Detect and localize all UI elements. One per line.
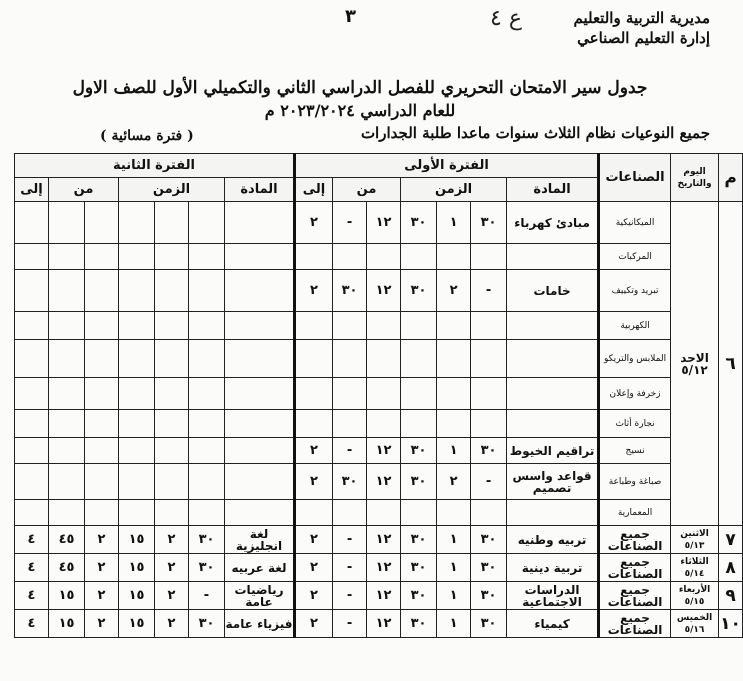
- first-period-cell-2: [401, 244, 437, 270]
- second-time-header: الزمن: [119, 178, 225, 202]
- second-period-empty-cell: [119, 500, 155, 526]
- first-from-header: من: [333, 178, 401, 202]
- row-num-cell: ٩: [719, 582, 743, 610]
- first-period-cell-0: -: [471, 270, 507, 312]
- second-period-empty-cell: [189, 500, 225, 526]
- first-period-cell-4: [333, 340, 367, 378]
- second-period-cell-4: ١٥: [49, 582, 85, 610]
- second-period-empty-cell: [49, 312, 85, 340]
- table-row: [15, 554, 743, 582]
- table-row: [15, 378, 743, 410]
- second-period-empty-cell: [85, 378, 119, 410]
- subject-cell: خامات: [507, 270, 599, 312]
- second-period-cell-2: ١٥: [119, 610, 155, 638]
- second-subject-cell: [225, 340, 295, 378]
- first-period-cell-0: ٣٠: [471, 526, 507, 554]
- second-period-cell-3: ٢: [85, 526, 119, 554]
- first-period-cell-5: ٢: [295, 610, 333, 638]
- second-period-empty-cell: [189, 410, 225, 438]
- first-period-cell-3: ١٢: [367, 202, 401, 244]
- first-period-cell-5: [295, 244, 333, 270]
- directorate-name: مديرية التربية والتعليم: [573, 9, 710, 27]
- first-period-cell-4: [333, 244, 367, 270]
- first-period-cell-0: -: [471, 464, 507, 500]
- first-period-cell-0: [471, 340, 507, 378]
- first-period-cell-2: ٣٠: [401, 526, 437, 554]
- subject-cell: [507, 244, 599, 270]
- second-period-cell-3: ٢: [85, 582, 119, 610]
- first-subject-cell: تربيه وطنيه: [507, 526, 599, 554]
- second-period-empty-cell: [155, 438, 189, 464]
- second-period-cell-4: ٤٥: [49, 554, 85, 582]
- second-period-empty-cell: [49, 464, 85, 500]
- first-period-cell-1: ٢: [437, 464, 471, 500]
- first-subject-header: المادة: [507, 178, 599, 202]
- second-period-empty-cell: [15, 464, 49, 500]
- second-subject-header: المادة: [225, 178, 295, 202]
- first-period-cell-5: ٢: [295, 582, 333, 610]
- second-period-cell-2: ١٥: [119, 582, 155, 610]
- title-line-1: جدول سير الامتحان التحريري للفصل الدراسي الثاني والتكميلي الأول للصف الاول: [72, 78, 648, 98]
- row-num-cell: ٧: [719, 526, 743, 554]
- first-period-cell-2: [401, 340, 437, 378]
- second-period-empty-cell: [189, 202, 225, 244]
- day-cell: الاحد ٥/١٢: [671, 202, 719, 526]
- first-period-cell-2: ٣٠: [401, 438, 437, 464]
- first-subject-cell: الدراسات الاجتماعية: [507, 582, 599, 610]
- second-period-empty-cell: [15, 410, 49, 438]
- industry-cell: الملابس والتريكو: [599, 340, 671, 378]
- first-period-cell-4: -: [333, 526, 367, 554]
- subject-cell: [507, 500, 599, 526]
- first-period-cell-0: [471, 244, 507, 270]
- second-period-empty-cell: [119, 244, 155, 270]
- industry-cell: صباغة وطباعة: [599, 464, 671, 500]
- first-period-cell-2: [401, 312, 437, 340]
- second-period-empty-cell: [85, 464, 119, 500]
- subject-cell: [507, 312, 599, 340]
- second-subject-cell: لغة عربيه: [225, 554, 295, 582]
- table-row: [15, 610, 743, 638]
- subject-cell: قواعد واسس تصميم: [507, 464, 599, 500]
- second-period-cell-5: ٤: [15, 526, 49, 554]
- first-period-cell-5: [295, 340, 333, 378]
- first-period-cell-3: ١٢: [367, 610, 401, 638]
- second-period-empty-cell: [119, 438, 155, 464]
- second-period-empty-cell: [155, 500, 189, 526]
- subject-cell: تراقيم الخيوط: [507, 438, 599, 464]
- first-period-cell-0: ٣٠: [471, 438, 507, 464]
- first-period-cell-4: [333, 378, 367, 410]
- second-period-empty-cell: [85, 244, 119, 270]
- second-period-empty-cell: [155, 244, 189, 270]
- title-line-2: للعام الدراسي ٢٠٢٣/٢٠٢٤ م: [264, 101, 456, 120]
- table-row: [15, 464, 743, 500]
- first-period-cell-1: [437, 500, 471, 526]
- second-period-empty-cell: [49, 410, 85, 438]
- second-period-cell-0: ٣٠: [189, 526, 225, 554]
- first-period-cell-5: [295, 500, 333, 526]
- first-period-cell-4: -: [333, 438, 367, 464]
- first-period-cell-1: [437, 312, 471, 340]
- table-row: [15, 582, 743, 610]
- subject-cell: مبادئ كهرباء: [507, 202, 599, 244]
- page-number: ٣: [345, 6, 356, 27]
- first-period-cell-0: [471, 410, 507, 438]
- second-period-empty-cell: [85, 270, 119, 312]
- first-period-cell-4: -: [333, 582, 367, 610]
- second-period-empty-cell: [49, 500, 85, 526]
- second-period-empty-cell: [15, 270, 49, 312]
- second-period-cell-2: ١٥: [119, 554, 155, 582]
- day-cell: الثلاثاء ٥/١٤: [671, 554, 719, 582]
- second-period-cell-0: ٣٠: [189, 610, 225, 638]
- first-period-cell-0: [471, 378, 507, 410]
- first-period-cell-0: ٣٠: [471, 582, 507, 610]
- table-row: [15, 244, 743, 270]
- first-period-cell-1: [437, 378, 471, 410]
- second-period-empty-cell: [189, 438, 225, 464]
- second-period-empty-cell: [85, 410, 119, 438]
- title-line-3: جميع النوعيات نظام الثلاث سنوات ماعدا طلبة الجدارات: [360, 124, 710, 142]
- first-period-cell-5: ٢: [295, 270, 333, 312]
- first-period-cell-3: ١٢: [367, 526, 401, 554]
- second-period-cell-4: ١٥: [49, 610, 85, 638]
- row-num-cell: ٦: [719, 202, 743, 526]
- second-subject-cell: لغة انجليزية: [225, 526, 295, 554]
- first-period-cell-1: ١: [437, 526, 471, 554]
- first-period-cell-2: ٣٠: [401, 270, 437, 312]
- first-period-cell-3: ١٢: [367, 464, 401, 500]
- col-industries-header: الصناعات: [599, 154, 671, 202]
- table-row: [15, 202, 743, 244]
- second-period-empty-cell: [49, 340, 85, 378]
- day-cell: الأربعاء ٥/١٥: [671, 582, 719, 610]
- second-subject-cell: [225, 464, 295, 500]
- industry-cell: نسيج: [599, 438, 671, 464]
- col-num-header: م: [719, 154, 743, 202]
- second-period-cell-0: ٣٠: [189, 554, 225, 582]
- second-period-cell-5: ٤: [15, 610, 49, 638]
- second-period-empty-cell: [119, 410, 155, 438]
- industry-cell: زخرفة وإعلان: [599, 378, 671, 410]
- table-row: [15, 526, 743, 554]
- first-period-cell-3: [367, 378, 401, 410]
- table-row: [15, 340, 743, 378]
- second-period-empty-cell: [15, 438, 49, 464]
- second-period-empty-cell: [49, 202, 85, 244]
- second-period-empty-cell: [49, 270, 85, 312]
- second-period-cell-1: ٢: [155, 582, 189, 610]
- col-day-header: اليوم والتاريخ: [671, 154, 719, 202]
- second-subject-cell: رياضيات عامة: [225, 582, 295, 610]
- second-period-empty-cell: [189, 378, 225, 410]
- day-cell: الاثنين ٥/١٣: [671, 526, 719, 554]
- second-subject-cell: [225, 312, 295, 340]
- second-period-cell-3: ٢: [85, 554, 119, 582]
- industry-cell: جميع الصناعات: [599, 554, 671, 582]
- table-row: [15, 438, 743, 464]
- second-period-empty-cell: [119, 340, 155, 378]
- first-period-cell-1: ١: [437, 438, 471, 464]
- first-period-cell-3: [367, 410, 401, 438]
- first-period-cell-3: [367, 500, 401, 526]
- first-period-cell-1: ١: [437, 582, 471, 610]
- industry-cell: نجارة أثاث: [599, 410, 671, 438]
- handwritten-note: ع ٤: [490, 6, 522, 31]
- first-period-cell-1: ١: [437, 202, 471, 244]
- second-period-empty-cell: [189, 340, 225, 378]
- first-period-cell-5: ٢: [295, 526, 333, 554]
- first-period-cell-2: ٣٠: [401, 582, 437, 610]
- first-period-cell-5: ٢: [295, 464, 333, 500]
- first-subject-cell: كيمياء: [507, 610, 599, 638]
- second-period-empty-cell: [155, 340, 189, 378]
- second-period-empty-cell: [85, 500, 119, 526]
- second-subject-cell: [225, 202, 295, 244]
- first-period-cell-2: ٣٠: [401, 554, 437, 582]
- department-name: إدارة التعليم الصناعي: [577, 29, 710, 47]
- second-period-empty-cell: [155, 270, 189, 312]
- first-period-cell-2: [401, 410, 437, 438]
- first-period-cell-0: ٣٠: [471, 554, 507, 582]
- first-period-cell-1: [437, 340, 471, 378]
- second-period-cell-1: ٢: [155, 610, 189, 638]
- second-period-empty-cell: [15, 244, 49, 270]
- first-subject-cell: تربية دينية: [507, 554, 599, 582]
- industry-cell: المعمارية: [599, 500, 671, 526]
- second-period-header: الفترة الثانية: [15, 154, 295, 178]
- industry-cell: تبريد وتكييف: [599, 270, 671, 312]
- first-period-cell-2: ٣٠: [401, 202, 437, 244]
- second-subject-cell: [225, 270, 295, 312]
- industry-cell: جميع الصناعات: [599, 526, 671, 554]
- second-subject-cell: [225, 378, 295, 410]
- subject-cell: [507, 378, 599, 410]
- second-period-empty-cell: [85, 340, 119, 378]
- row-num-cell: ١٠: [719, 610, 743, 638]
- industry-cell: جميع الصناعات: [599, 582, 671, 610]
- first-period-cell-4: -: [333, 610, 367, 638]
- first-period-cell-1: ٢: [437, 270, 471, 312]
- first-period-cell-2: ٣٠: [401, 610, 437, 638]
- second-period-cell-3: ٢: [85, 610, 119, 638]
- first-period-header: الفترة الأولى: [295, 154, 599, 178]
- row-num-cell: ٨: [719, 554, 743, 582]
- first-period-cell-3: [367, 340, 401, 378]
- directorate-header: [573, 8, 710, 48]
- second-period-empty-cell: [85, 202, 119, 244]
- first-period-cell-0: ٣٠: [471, 610, 507, 638]
- second-period-empty-cell: [119, 464, 155, 500]
- industry-cell: الكهربية: [599, 312, 671, 340]
- first-period-cell-3: ١٢: [367, 438, 401, 464]
- second-period-empty-cell: [119, 312, 155, 340]
- first-period-cell-4: ٣٠: [333, 270, 367, 312]
- first-period-cell-5: [295, 410, 333, 438]
- first-period-cell-3: [367, 244, 401, 270]
- first-period-cell-0: [471, 312, 507, 340]
- second-from-header: من: [49, 178, 119, 202]
- first-period-cell-5: ٢: [295, 438, 333, 464]
- second-period-empty-cell: [85, 438, 119, 464]
- period-note: ( فترة مسائية ): [100, 128, 194, 144]
- table-row: [15, 312, 743, 340]
- first-period-cell-5: ٢: [295, 202, 333, 244]
- second-period-empty-cell: [15, 312, 49, 340]
- industry-cell: المركبات: [599, 244, 671, 270]
- first-period-cell-3: [367, 312, 401, 340]
- first-period-cell-4: -: [333, 202, 367, 244]
- second-period-cell-5: ٤: [15, 582, 49, 610]
- second-period-empty-cell: [15, 378, 49, 410]
- second-period-empty-cell: [155, 312, 189, 340]
- table-row: [15, 410, 743, 438]
- second-period-empty-cell: [189, 312, 225, 340]
- first-period-cell-1: [437, 244, 471, 270]
- table-row: [15, 500, 743, 526]
- second-period-empty-cell: [189, 270, 225, 312]
- first-period-cell-5: [295, 312, 333, 340]
- industry-cell: جميع الصناعات: [599, 610, 671, 638]
- first-period-cell-4: [333, 312, 367, 340]
- second-period-empty-cell: [189, 244, 225, 270]
- first-period-cell-4: [333, 500, 367, 526]
- first-period-cell-3: ١٢: [367, 270, 401, 312]
- second-period-empty-cell: [49, 244, 85, 270]
- first-to-header: إلى: [295, 178, 333, 202]
- second-subject-cell: [225, 500, 295, 526]
- first-period-cell-2: [401, 500, 437, 526]
- second-period-empty-cell: [155, 464, 189, 500]
- day-cell: الخميس ٥/١٦: [671, 610, 719, 638]
- subject-cell: [507, 410, 599, 438]
- second-period-empty-cell: [119, 270, 155, 312]
- first-period-cell-1: ١: [437, 610, 471, 638]
- first-period-cell-0: ٣٠: [471, 202, 507, 244]
- second-subject-cell: فيزياء عامة: [225, 610, 295, 638]
- second-period-empty-cell: [15, 340, 49, 378]
- first-period-cell-0: [471, 500, 507, 526]
- second-to-header: إلى: [15, 178, 49, 202]
- second-period-empty-cell: [189, 464, 225, 500]
- second-period-empty-cell: [155, 410, 189, 438]
- second-period-empty-cell: [85, 312, 119, 340]
- subject-cell: [507, 340, 599, 378]
- first-period-cell-1: [437, 410, 471, 438]
- second-subject-cell: [225, 438, 295, 464]
- second-period-empty-cell: [49, 378, 85, 410]
- second-period-cell-0: -: [189, 582, 225, 610]
- second-period-empty-cell: [15, 202, 49, 244]
- second-period-cell-2: ١٥: [119, 526, 155, 554]
- first-period-cell-3: ١٢: [367, 554, 401, 582]
- second-period-empty-cell: [119, 378, 155, 410]
- second-subject-cell: [225, 410, 295, 438]
- first-period-cell-4: -: [333, 554, 367, 582]
- second-period-empty-cell: [49, 438, 85, 464]
- second-period-cell-1: ٢: [155, 554, 189, 582]
- industry-cell: الميكانيكية: [599, 202, 671, 244]
- second-period-empty-cell: [119, 202, 155, 244]
- first-period-cell-4: [333, 410, 367, 438]
- second-subject-cell: [225, 244, 295, 270]
- first-period-cell-1: ١: [437, 554, 471, 582]
- exam-schedule-table: [14, 153, 743, 638]
- first-period-cell-5: [295, 378, 333, 410]
- first-period-cell-3: ١٢: [367, 582, 401, 610]
- second-period-empty-cell: [15, 500, 49, 526]
- first-period-cell-5: ٢: [295, 554, 333, 582]
- first-period-cell-2: [401, 378, 437, 410]
- second-period-cell-4: ٤٥: [49, 526, 85, 554]
- second-period-cell-1: ٢: [155, 526, 189, 554]
- second-period-cell-5: ٤: [15, 554, 49, 582]
- table-row: [15, 270, 743, 312]
- first-period-cell-4: ٣٠: [333, 464, 367, 500]
- first-period-cell-2: ٣٠: [401, 464, 437, 500]
- first-time-header: الزمن: [401, 178, 507, 202]
- second-period-empty-cell: [155, 202, 189, 244]
- second-period-empty-cell: [155, 378, 189, 410]
